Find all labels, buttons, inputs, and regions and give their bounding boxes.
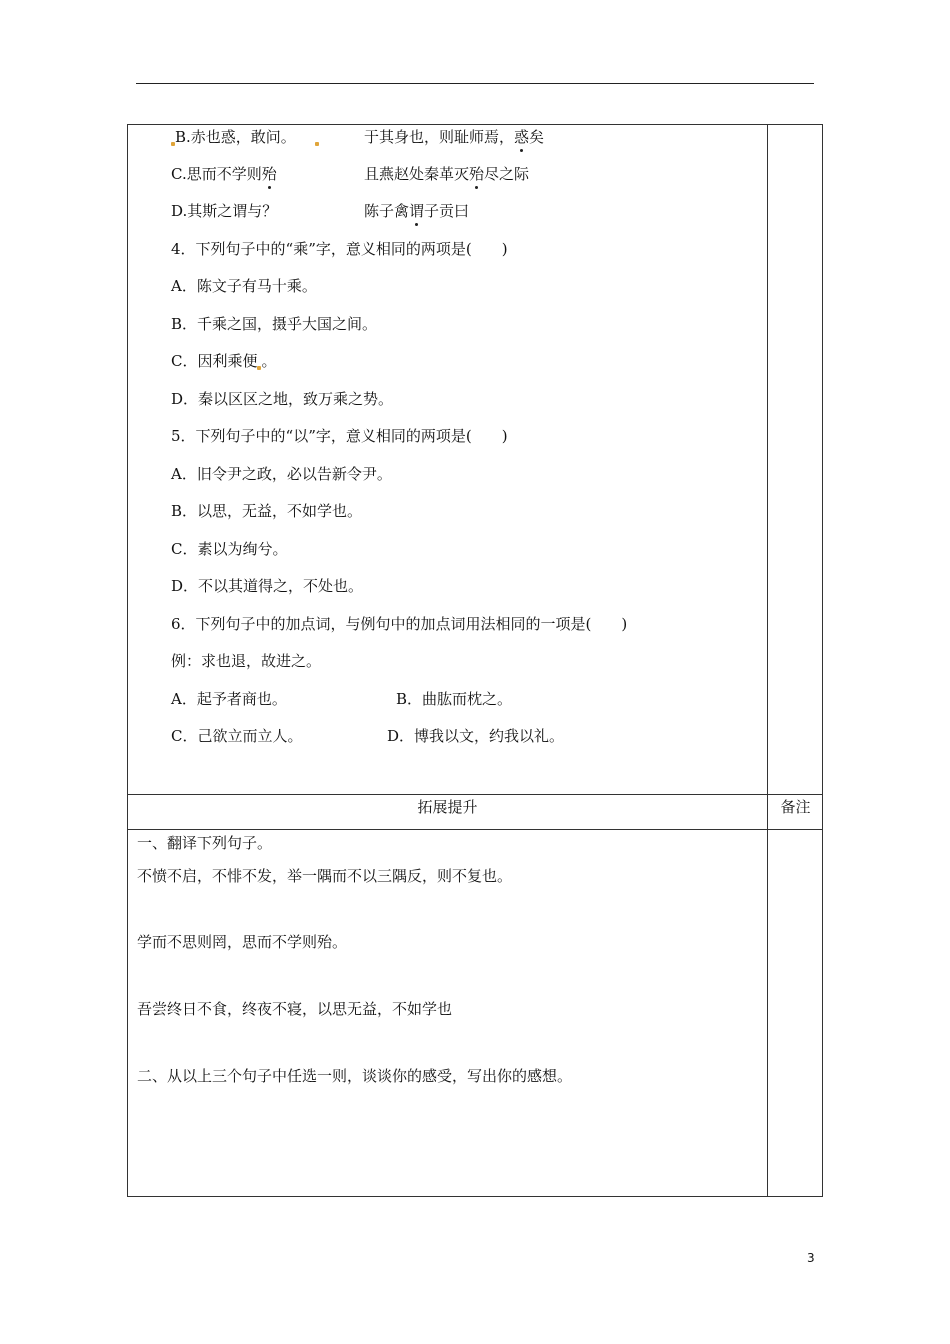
q3-option-d-left: D.其斯之谓与？ [171, 202, 278, 220]
q6-option-b: B．曲肱而枕之。 [396, 690, 513, 708]
q3-option-c-left: C.思而不学则殆 [171, 165, 277, 183]
page-number: 3 [807, 1251, 815, 1265]
translation-task: 一、翻译下列句子。 [137, 834, 273, 852]
q6-option-d: D．博我以文，约我以礼。 [387, 727, 565, 745]
q4-option-d: D．秦以区区之地，致万乘之势。 [171, 390, 394, 408]
q5-option-c: C．素以为绚兮。 [171, 540, 288, 558]
header-rule [136, 83, 814, 84]
q5-option-d: D．不以其道得之，不处也。 [171, 577, 364, 595]
q4-option-a: A．陈文子有马十乘。 [171, 277, 317, 295]
notes-column-divider [767, 125, 768, 1196]
q4-option-c: C．因利乘便 。 [171, 352, 277, 370]
q5-option-b: B．以思，无益，不如学也。 [171, 502, 363, 520]
sentence-1: 不愤不启，不悱不发，举一隅而不以三隅反，则不复也。 [137, 867, 513, 885]
dotted-char: 殆 [469, 165, 485, 183]
sentence-3: 吾尝终日不食，终夜不寝，以思无益，不如学也 [137, 1000, 453, 1018]
dotted-char: 殆 [261, 165, 277, 183]
q6-example: 例：求也退，故进之。 [171, 652, 322, 670]
q4-option-b: B．千乘之国，摄乎大国之间。 [171, 315, 378, 333]
q6-option-a: A．起予者商也。 [171, 690, 287, 708]
q3-option-d-right: 陈子禽谓子贡曰 [364, 202, 470, 220]
q4-stem: 4．下列句子中的“乘”字，意义相同的两项是( ) [171, 240, 508, 258]
q3-option-c-right: 且燕赵处秦革灭殆尽之际 [364, 165, 530, 183]
dotted-char: 惑 [514, 128, 530, 146]
q5-option-a: A．旧令尹之政，必以告新令尹。 [171, 465, 392, 483]
q6-option-c: C．己欲立而立人。 [171, 727, 303, 745]
reflection-task: 二、从以上三个句子中任选一则，谈谈你的感受，写出你的感想。 [137, 1067, 573, 1085]
sentence-2: 学而不思则罔，思而不学则殆。 [137, 933, 348, 951]
section-divider-top [128, 794, 822, 795]
q3-option-b-right: 于其身也，则耻师焉，惑矣 [364, 128, 545, 146]
q3-option-b-left: B.赤也惑，敢问。 [171, 127, 296, 147]
worksheet-table [127, 124, 823, 1197]
dotted-char: 谓 [409, 202, 425, 220]
section-divider-bottom [128, 829, 822, 830]
highlight-mark-2 [315, 127, 319, 147]
notes-header: 备注 [780, 798, 811, 816]
extension-header: 拓展提升 [417, 798, 478, 816]
q6-stem: 6．下列句子中的加点词，与例句中的加点词用法相同的一项是( ) [171, 615, 628, 633]
q5-stem: 5．下列句子中的“以”字，意义相同的两项是( ) [171, 427, 508, 445]
